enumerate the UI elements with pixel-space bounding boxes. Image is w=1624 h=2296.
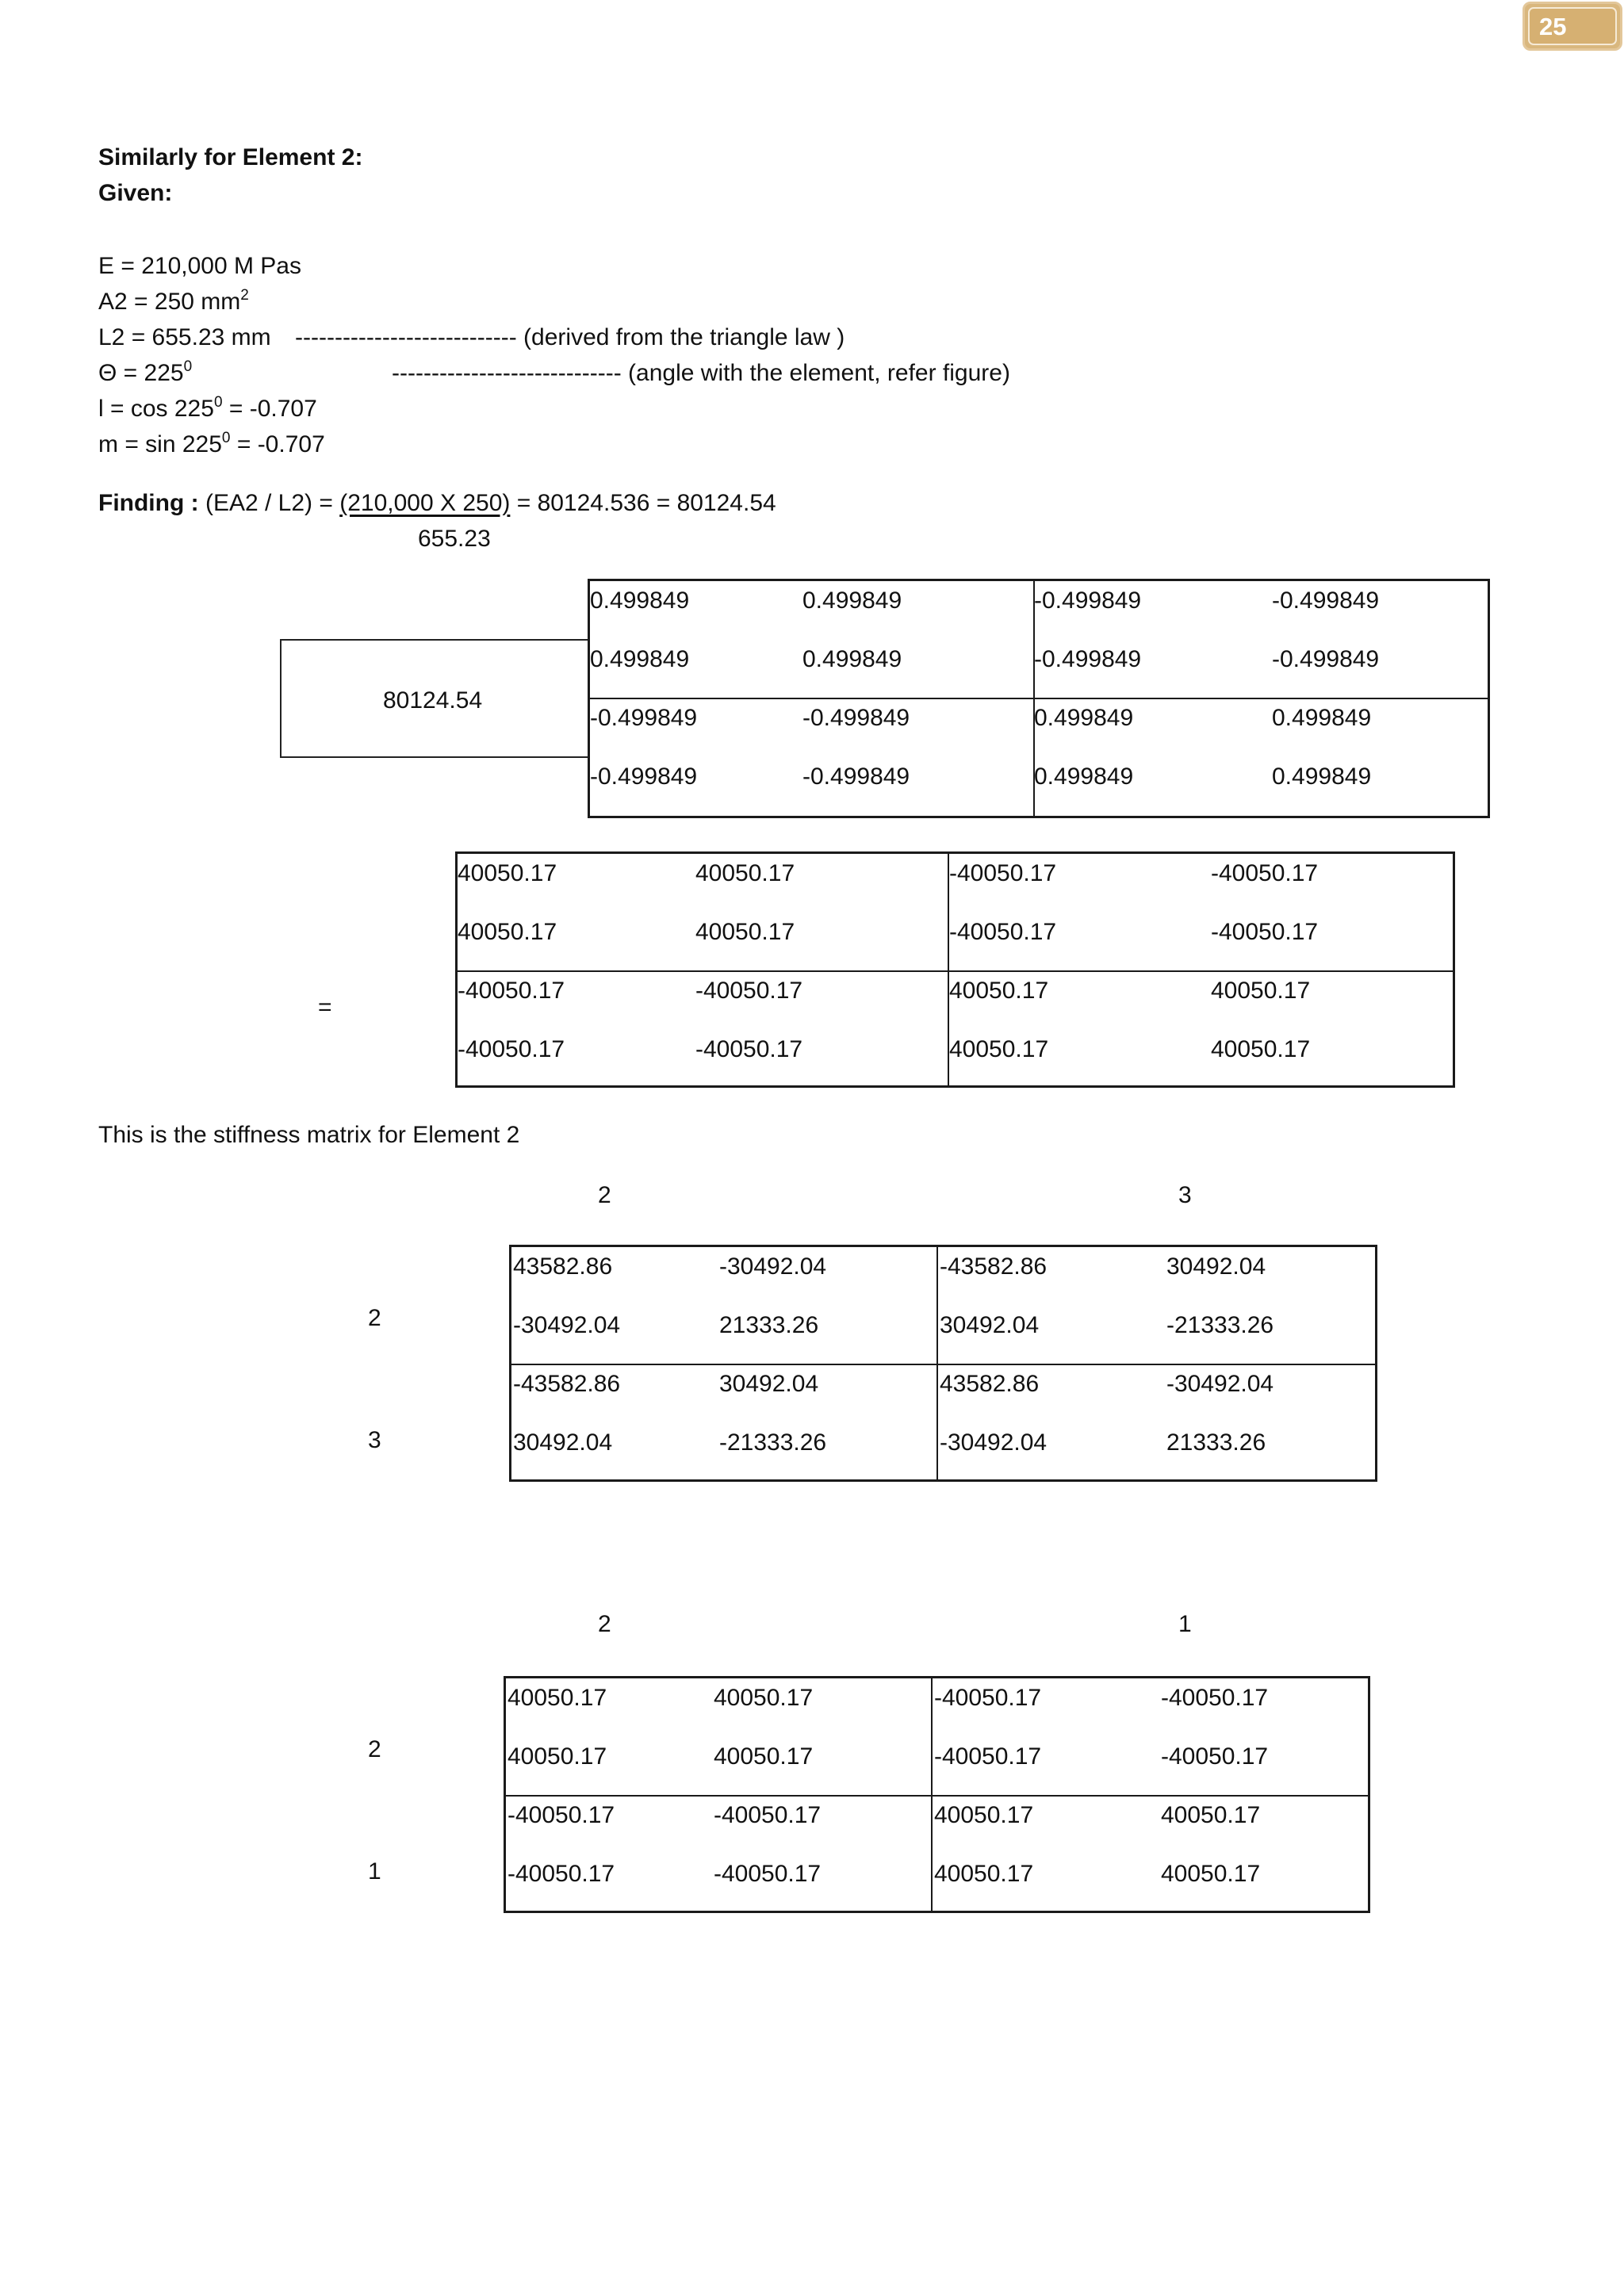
given-theta-sup: 0 [183,358,193,375]
matrix-cell: 0.499849 [1272,705,1372,731]
matrix-cell: -40050.17 [458,978,565,1004]
given-l-sup: 0 [213,394,223,411]
given-e: E = 210,000 M Pas [98,253,301,279]
matrix-cell: -40050.17 [934,1743,1042,1770]
given-a2-sup: 2 [240,287,249,304]
section-heading: Similarly for Element 2: [98,144,363,170]
scalar-value: 80124.54 [383,687,483,714]
matrix-cell: 40050.17 [714,1743,814,1770]
matrix-cell: 30492.04 [940,1312,1040,1338]
matrix-cell: -40050.17 [1211,919,1319,945]
given-l2-note: ---------------------------- (derived from the triangle law ) [295,324,845,350]
element2-matrix-nodes-2-1 [504,1676,1370,1913]
finding-line [98,492,776,515]
matrix4-row-label: 2 [368,1736,381,1762]
matrix-cell: 0.499849 [1034,763,1134,790]
matrix-cell: -0.499849 [802,705,910,731]
matrix-cell: 40050.17 [1211,978,1311,1004]
given-a2-text: A2 = 250 mm [98,289,241,315]
matrix-cell: -21333.26 [1166,1312,1274,1338]
matrix-cell: -40050.17 [1211,860,1319,886]
matrix-cell: -40050.17 [695,978,803,1004]
matrix-cell: -0.499849 [802,763,910,790]
matrix-cell: 40050.17 [714,1685,814,1711]
matrix-cell: -43582.86 [940,1253,1048,1280]
given-label: Given: [98,180,173,206]
given-theta-note: ----------------------------- (angle with the element, refer figure) [392,360,1010,386]
matrix-cell: 0.499849 [802,646,902,672]
matrix-cell: 40050.17 [1211,1036,1311,1062]
matrix3-row-label: 2 [368,1305,381,1331]
matrix-cell: -40050.17 [934,1685,1042,1711]
finding-label: Finding : [98,490,199,516]
matrix-cell: -0.499849 [1034,646,1142,672]
matrix-cell: 40050.17 [1161,1861,1261,1887]
matrix-cell: -40050.17 [714,1861,822,1887]
matrix-cell: -40050.17 [714,1802,822,1828]
matrix-cell: 40050.17 [458,919,557,945]
given-theta-text: Θ = 225 [98,360,184,386]
matrix3-col-label: 2 [598,1182,611,1208]
matrix-cell: -40050.17 [1161,1743,1269,1770]
given-theta [98,358,193,386]
finding-denominator: 655.23 [418,526,491,552]
matrix-cell: 30492.04 [513,1429,613,1456]
matrix-cell: 40050.17 [695,919,795,945]
matrix-cell: -0.499849 [1034,587,1142,614]
matrix-cell: 43582.86 [940,1371,1040,1397]
matrix-cell: 40050.17 [934,1861,1034,1887]
given-a2 [98,287,249,315]
matrix-cell: -0.499849 [1272,646,1380,672]
matrix-divider-horizontal [506,1795,1368,1797]
matrix-cell: -30492.04 [1166,1371,1274,1397]
matrix4-col-label: 1 [1178,1611,1192,1637]
matrix-cell: 0.499849 [802,587,902,614]
stiffness-caption: This is the stiffness matrix for Element 2 [98,1122,520,1148]
matrix-cell: 40050.17 [695,860,795,886]
given-m [98,430,325,457]
matrix-cell: -0.499849 [590,705,698,731]
given-l-text: l = cos 225 [98,396,214,422]
matrix-cell: 30492.04 [1166,1253,1266,1280]
matrix-cell: 40050.17 [458,860,557,886]
finding-expr: (EA2 / L2) = [198,490,340,516]
matrix-cell: -0.499849 [1272,587,1380,614]
matrix-cell: 43582.86 [513,1253,613,1280]
finding-numerator: (210,000 X 250) [339,490,511,516]
matrix-cell: -21333.26 [719,1429,827,1456]
matrix-cell: 40050.17 [508,1743,607,1770]
page-number-badge [1522,2,1622,51]
matrix-cell: -40050.17 [508,1802,615,1828]
given-l2: L2 = 655.23 mm [98,324,271,350]
given-m-value: = -0.707 [230,431,325,457]
matrix-cell: -40050.17 [1161,1685,1269,1711]
matrix-cell: -40050.17 [949,919,1057,945]
matrix-cell: 21333.26 [1166,1429,1266,1456]
matrix-cell: 40050.17 [949,1036,1049,1062]
matrix-cell: -30492.04 [513,1312,621,1338]
finding-result: = 80124.536 = 80124.54 [510,490,776,516]
matrix-cell: -40050.17 [695,1036,803,1062]
result-matrix [455,851,1455,1088]
matrix-cell: 21333.26 [719,1312,819,1338]
matrix-cell: -43582.86 [513,1371,621,1397]
matrix-cell: -40050.17 [458,1036,565,1062]
given-l [98,394,317,422]
scalar-box [280,639,589,758]
matrix-divider-horizontal [590,698,1488,699]
matrix-cell: 40050.17 [1161,1802,1261,1828]
matrix3-row-label: 3 [368,1427,381,1453]
matrix-cell: 0.499849 [590,587,690,614]
matrix3-col-label: 3 [1178,1182,1192,1208]
stiffness-matrix-element2 [509,1245,1377,1482]
matrix-cell: 40050.17 [949,978,1049,1004]
matrix-cell: 40050.17 [934,1802,1034,1828]
matrix-cell: -30492.04 [719,1253,827,1280]
given-m-text: m = sin 225 [98,431,222,457]
matrix-cell: -0.499849 [590,763,698,790]
equals-sign: = [318,994,332,1020]
matrix-cell: 40050.17 [508,1685,607,1711]
matrix-cell: -30492.04 [940,1429,1048,1456]
matrix-divider-horizontal [458,970,1453,972]
direction-cosine-matrix [588,579,1490,818]
matrix-cell: -40050.17 [949,860,1057,886]
matrix-divider-horizontal [511,1364,1375,1365]
page-number: 25 [1539,13,1567,40]
matrix-cell: 0.499849 [590,646,690,672]
given-l-value: = -0.707 [222,396,317,422]
matrix-cell: 0.499849 [1034,705,1134,731]
given-m-sup: 0 [221,430,231,446]
matrix-cell: 30492.04 [719,1371,819,1397]
matrix-cell: 0.499849 [1272,763,1372,790]
matrix4-col-label: 2 [598,1611,611,1637]
matrix-cell: -40050.17 [508,1861,615,1887]
matrix4-row-label: 1 [368,1858,381,1885]
